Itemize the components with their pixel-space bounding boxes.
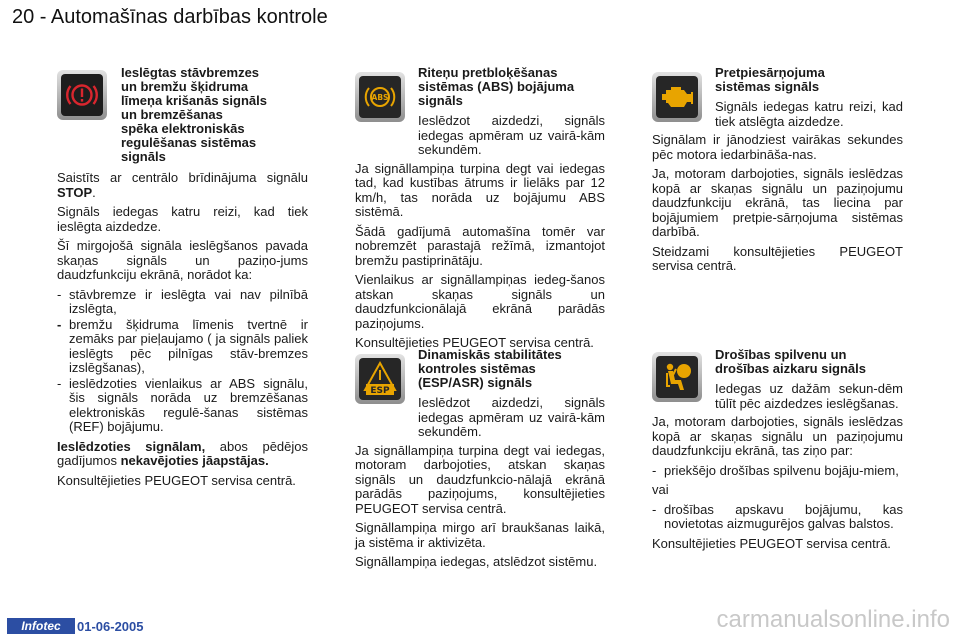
list-item: - priekšējo drošības spilvenu bojāju-miem, <box>652 464 903 479</box>
brake-p1-end: . <box>92 184 96 200</box>
abs-warning-p1: Ja signāllampiņa turpina degt vai iedegas tad, kad kustības ātrums ir lielāks par 12 km/h, tas norāda uz bojājumu ABS sistēmā. <box>355 160 605 219</box>
brake-warning-p5: Konsultējieties PEUGEOT servisa centrā. <box>57 472 296 488</box>
stop-label: STOP <box>57 184 93 200</box>
airbag-warning-p2: Konsultējieties PEUGEOT servisa centrā. <box>652 535 891 551</box>
brake-warning-title: Ieslēgtas stāvbremzes un bremžu šķidruma līmeņa krišanās signāls un bremzēšanas spēka elektroniskās regulēšanas sistēmas signāls <box>121 65 267 164</box>
brake-p4-text: abos pēdējos gadījumos <box>57 438 308 468</box>
esp-warning-sub: Ieslēdzot aizdedzi, signāls iedegas apmēram uz vairā-kām sekundēm. <box>418 395 605 439</box>
brake-warning-list <box>57 288 308 435</box>
abs-warning-icon <box>355 72 405 122</box>
column-brake-warning <box>57 66 308 493</box>
emission-warning-sub: Signāls iedegas katru reizi, kad tiek atslēgta aizdedze. <box>715 99 903 129</box>
emission-warning-title: Pretpiesārņojuma sistēmas signāls <box>715 65 825 94</box>
airbag-warning-or: vai <box>652 482 669 497</box>
watermark: carmanualsonline.info <box>716 606 950 633</box>
engine-warning-icon <box>652 72 702 122</box>
esp-warning-p3: Signāllampiņa iedegas, atslēdzot sistēmu. <box>355 554 598 569</box>
column-emission-warning <box>652 66 903 279</box>
brake-warning-icon <box>57 70 107 120</box>
svg-text:ABS: ABS <box>371 93 389 102</box>
infotec-logo: Infotec <box>7 618 75 634</box>
column-abs-warning <box>355 66 605 356</box>
esp-warning-header <box>355 348 605 440</box>
airbag-warning-list2 <box>652 503 903 532</box>
emission-warning-p2: Ja, motoram darbojoties, signāls ieslēdzas kopā ar skaņas signālu un paziņojumu daudzfunkciju ekrānā, tas liecina par bojājumiem pretpie-sārņojuma sistēmas darbībā. <box>652 166 903 239</box>
abs-warning-header <box>355 66 605 158</box>
column-airbag-warning <box>652 348 903 556</box>
emission-warning-p3: Steidzami konsultējieties PEUGEOT servisa centrā. <box>652 243 903 273</box>
emission-warning-header <box>652 66 903 129</box>
brake-warning-p2: Signāls iedegas katru reizi, kad tiek ieslēgta aizdedze. <box>57 204 308 234</box>
brake-warning-header <box>57 66 308 167</box>
brake-p1-text: Saistīts ar centrālo brīdinājuma signālu <box>57 170 308 185</box>
airbag-warning-icon <box>652 352 702 402</box>
airbag-warning-list1 <box>652 464 903 479</box>
brake-warning-p4 <box>57 440 308 469</box>
brake-p4-bold1: Ieslēdzoties signālam, <box>57 438 206 454</box>
esp-icon-label: ESP <box>370 386 390 396</box>
esp-warning-p1: Ja signāllampiņa turpina degt vai iedegas, motoram darbojoties, atskan skaņas signāls un daudzfunkcio-nālajā ekrānā parādās paziņojums, konsultējieties PEUGEOT servisa centrā. <box>355 442 605 516</box>
abs-warning-title: Riteņu pretbloķēšanas sistēmas (ABS) bojājuma signāls <box>418 65 575 108</box>
abs-warning-sub: Ieslēdzot aizdedzi, signāls iedegas apmēram uz vairā-kām sekundēm. <box>418 113 605 157</box>
esp-warning-p2: Signāllampiņa mirgo arī braukšanas laikā, ja sistēma ir aktivizēta. <box>355 520 605 550</box>
brake-warning-p3: Šī mirgojošā signāla ieslēgšanos pavada skaņas signāls un paziņo-jums daudzfunkciju ekrānā, norādot ka: <box>57 238 308 282</box>
esp-warning-title: Dinamiskās stabilitātes kontroles sistēmas (ESP/ASR) signāls <box>418 347 562 390</box>
column-esp-warning <box>355 348 605 575</box>
airbag-warning-sub: Iedegas uz dažām sekun-dēm tūlīt pēc aizdedzes ieslēgšanas. <box>715 381 903 411</box>
airbag-warning-p1: Ja, motoram darbojoties, signāls ieslēdzas kopā ar skaņas signālu un paziņojumu daudzfunkciju ekrānā, tas ziņo par: <box>652 414 903 458</box>
abs-warning-p4: Konsultējieties PEUGEOT servisa centrā. <box>355 335 594 350</box>
list-item: - bremžu šķidruma līmenis tvertnē ir zemāks par pieļaujamo ( ja signāls paliek ieslēgts pēc pilnīgas stāv-bremzes izslēgšanas), <box>57 318 308 376</box>
emission-warning-p1: Signālam ir jānodziest vairākas sekundes pēc motora iedarbināša-nas. <box>652 132 903 162</box>
abs-warning-p3: Vienlaikus ar signāllampiņas iedeg-šanos atskan skaņas signāls un daudzfunkcionālajā ekrānā parādās paziņojums. <box>355 272 605 331</box>
airbag-warning-title: Drošības spilvenu un drošības aizkaru signāls <box>715 347 867 376</box>
page-title: 20 - Automašīnas darbības kontrole <box>12 6 328 28</box>
airbag-warning-header <box>652 348 903 411</box>
abs-warning-p2: Šādā gadījumā automašīna tomēr var nobremzēt parastajā režīmā, izmantojot bremžu pastiprinātāju. <box>355 223 605 268</box>
list-item: - stāvbremze ir ieslēgta vai nav pilnībā izslēgta, <box>57 288 308 317</box>
list-item: - drošības apskavu bojājumu, kas novietotas aizmugurējos galvas balstos. <box>652 503 903 532</box>
list-item: - ieslēdzoties vienlaikus ar ABS signālu, šis signāls norāda uz bremzēšanas elektroniskās regulē-šanas sistēmas (REF) bojājumu. <box>57 377 308 435</box>
brake-warning-p1 <box>57 171 308 200</box>
brake-p4-bold2: nekavējoties jāapstājas. <box>120 453 269 468</box>
footer-date: 01-06-2005 <box>77 619 144 634</box>
esp-warning-icon <box>355 354 405 404</box>
